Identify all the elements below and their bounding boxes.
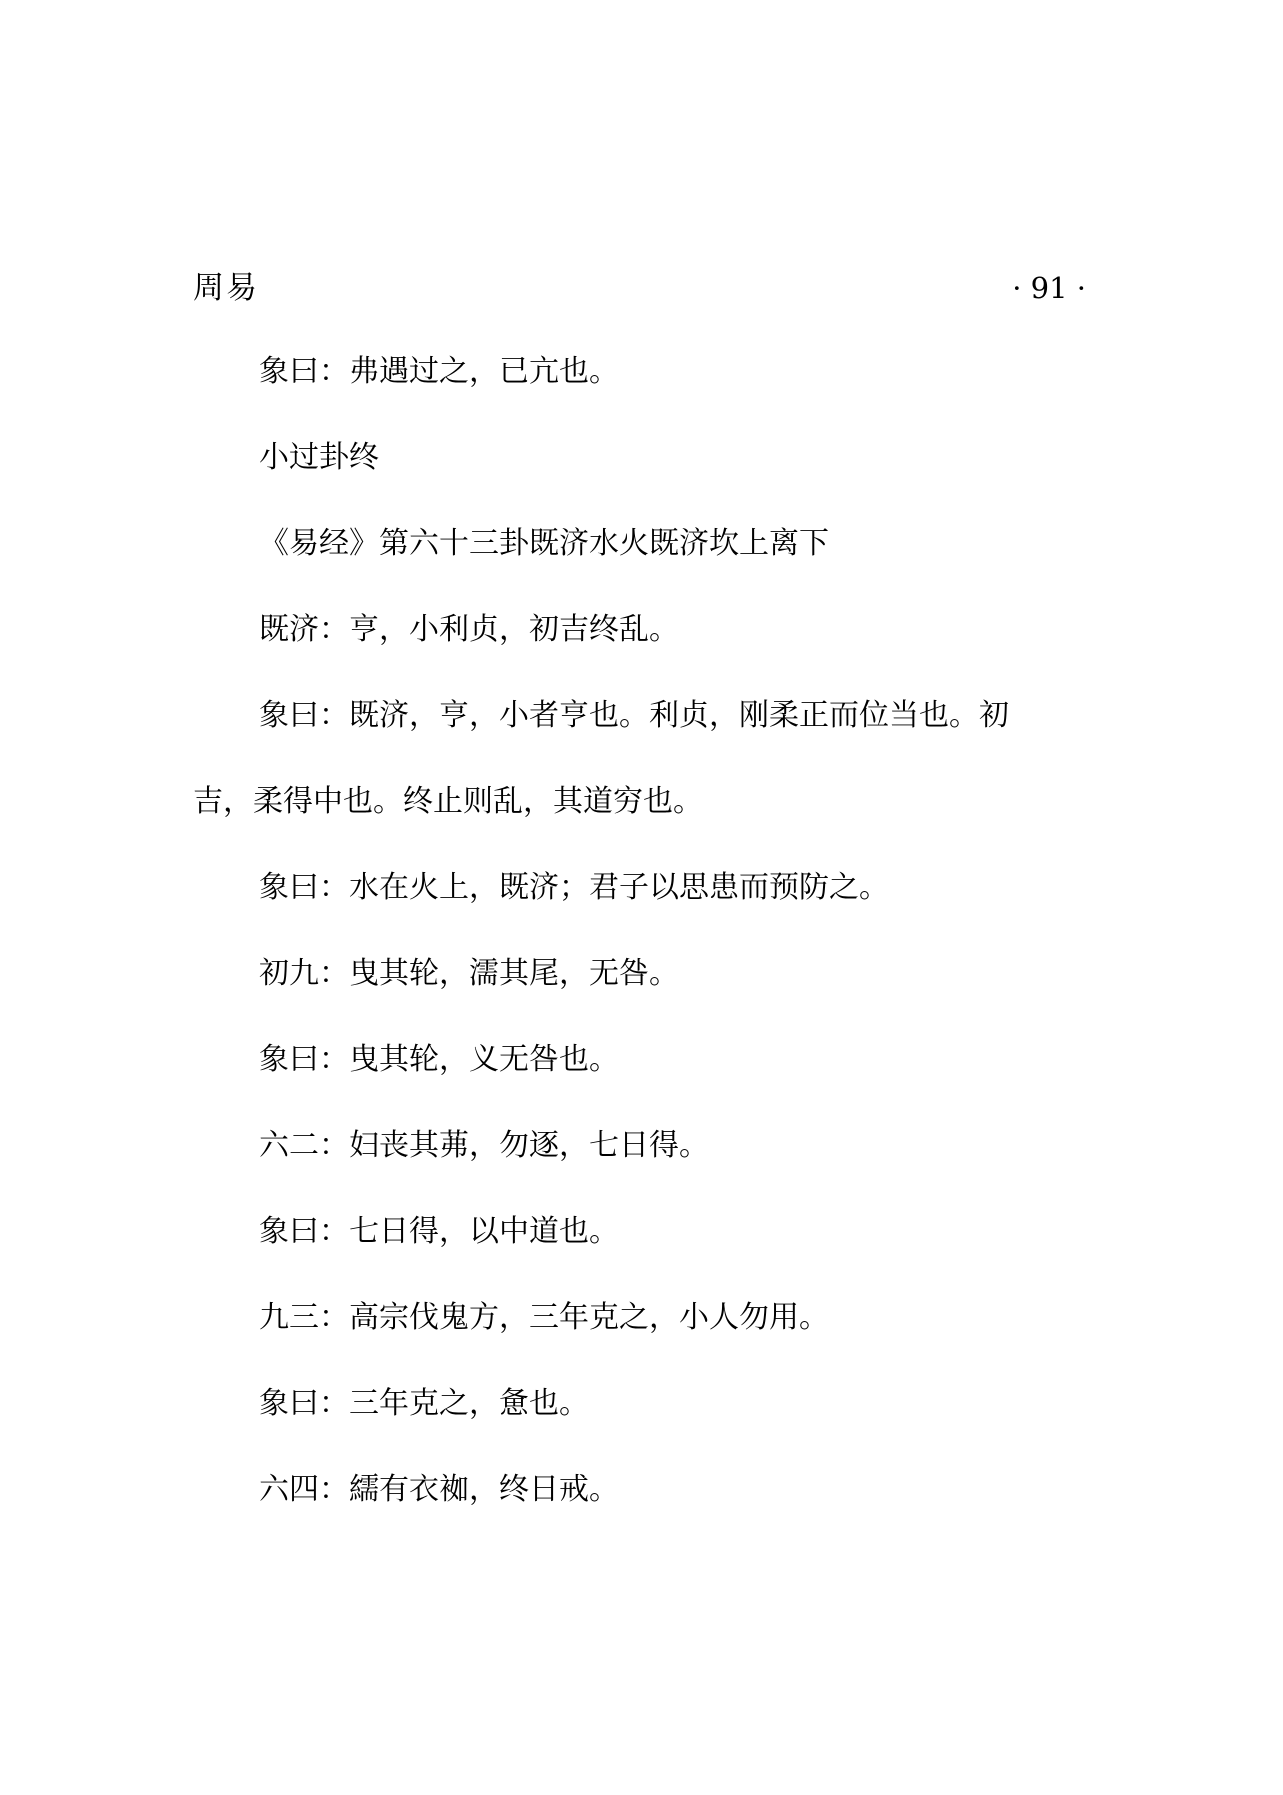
text-line: 象曰：水在火上，既济；君子以思患而预防之。 <box>259 870 889 905</box>
page-header <box>193 266 1086 310</box>
page-number: · 91 · <box>1012 271 1086 305</box>
text-line: 象曰：三年克之，惫也。 <box>259 1386 589 1421</box>
text-line: 六二：妇丧其茀，勿逐，七日得。 <box>259 1128 709 1163</box>
book-title: 周易 <box>193 270 259 306</box>
text-line: 吉，柔得中也。终止则乱，其道穷也。 <box>193 784 703 819</box>
body-text <box>193 350 1086 1511</box>
text-line: 既济：亨，小利贞，初吉终乱。 <box>259 612 679 647</box>
text-line: 小过卦终 <box>259 440 379 475</box>
text-line: 九三：高宗伐鬼方，三年克之，小人勿用。 <box>259 1300 829 1335</box>
text-line: 象曰：七日得，以中道也。 <box>259 1214 619 1249</box>
text-line: 象曰：曳其轮，义无咎也。 <box>259 1042 619 1077</box>
text-line: 《易经》第六十三卦既济水火既济坎上离下 <box>259 526 829 561</box>
text-line: 象曰：既济，亨，小者亨也。利贞，刚柔正而位当也。初 <box>259 698 1009 733</box>
text-line: 初九：曳其轮，濡其尾，无咎。 <box>259 956 679 991</box>
text-line: 象曰：弗遇过之，已亢也。 <box>259 354 619 389</box>
text-line: 六四：繻有衣袽，终日戒。 <box>259 1472 619 1507</box>
